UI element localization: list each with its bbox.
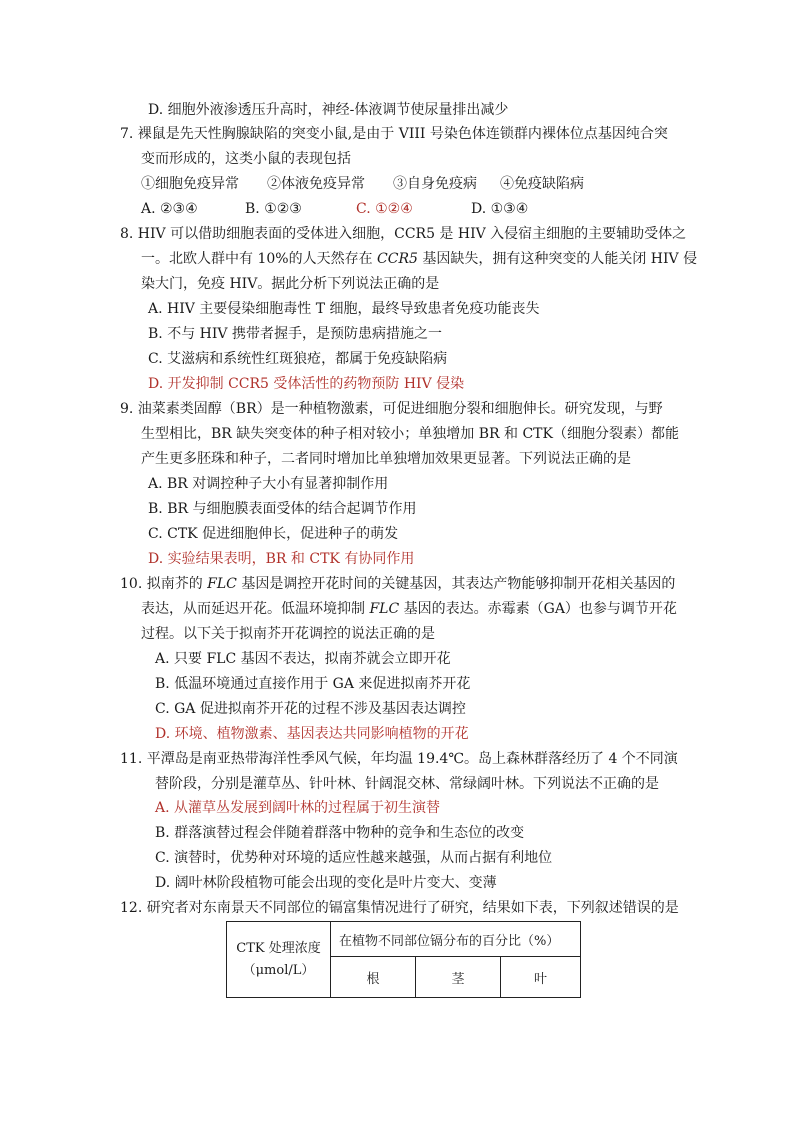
- q12-data-table: [226, 921, 581, 998]
- q9-stem-line2: 生型相比，BR 缺失突变体的种子相对较小；单独增加 BR 和 CTK（细胞分裂素）都能: [141, 426, 679, 442]
- q11-stem-line2: 替阶段，分别是灌草丛、针叶林、针阔混交林、常绿阔叶林。下列说法不正确的是: [155, 776, 659, 792]
- q7-item-1: ①细胞免疫异常: [141, 176, 239, 192]
- q9-option-d: D. 实验结果表明，BR 和 CTK 有协同作用: [148, 551, 415, 567]
- q10-line1-part1: 10. 拟南芥的: [120, 576, 208, 592]
- q10-gene-flc-2: FLC: [369, 601, 400, 617]
- q8-line2-part1: 一。北欧人群中有 10%的人天然存在: [141, 251, 378, 267]
- q7-option-c: C. ①②④: [356, 201, 413, 217]
- table-col-stem: 茎: [416, 957, 501, 998]
- q7-item-3: ③自身免疫病: [393, 176, 477, 192]
- q10-line2-part2: 基因的表达。赤霉素（GA）也参与调节开花: [399, 601, 677, 617]
- q10-gene-flc-1: FLC: [207, 576, 237, 592]
- table-header-ctk: [227, 922, 331, 998]
- q8-line2-part2: 基因缺失，拥有这种突变的人能关闭 HIV 侵: [417, 251, 698, 267]
- q9-stem-line1: 9. 油菜素类固醇（BR）是一种植物激素，可促进细胞分裂和细胞伸长。研究发现，与野: [120, 401, 663, 417]
- table-header-ctk-label: CTK 处理浓度: [236, 940, 321, 956]
- q7-stem-line2: 变而形成的，这类小鼠的表现包括: [141, 151, 351, 167]
- table-col-leaf: 叶: [501, 957, 581, 998]
- q8-option-d: D. 开发抑制 CCR5 受体活性的药物预防 HIV 侵染: [148, 376, 465, 392]
- q8-stem-line2: [141, 249, 697, 269]
- q6-option-d: D. 细胞外液渗透压升高时，神经-体液调节使尿量排出减少: [148, 102, 509, 118]
- q10-stem-line3: 过程。以下关于拟南芥开花调控的说法正确的是: [141, 626, 435, 642]
- q11-option-d: D. 阔叶林阶段植物可能会出现的变化是叶片变大、变薄: [155, 875, 497, 891]
- q7-option-d: D. ①③④: [471, 201, 529, 217]
- q10-stem-line2: [141, 599, 677, 619]
- q7-item-2: ②体液免疫异常: [267, 176, 365, 192]
- q10-line1-part2: 基因是调控开花时间的关键基因，其表达产物能够抑制开花相关基因的: [236, 576, 676, 592]
- q8-stem-line1: 8. HIV 可以借助细胞表面的受体进入细胞，CCR5 是 HIV 入侵宿主细胞的主要辅助受体之: [120, 226, 687, 242]
- q11-stem-line1: 11. 平潭岛是南亚热带海洋性季风气候，年均温 19.4℃。岛上森林群落经历了 4 个不同演: [120, 751, 678, 767]
- q10-option-b: B. 低温环境通过直接作用于 GA 来促进拟南芥开花: [155, 676, 471, 692]
- q10-option-a: A. 只要 FLC 基因不表达，拟南芥就会立即开花: [155, 651, 451, 667]
- q8-gene-ccr5: CCR5: [377, 251, 418, 267]
- q9-option-b: B. BR 与细胞膜表面受体的结合起调节作用: [148, 501, 417, 517]
- q12-stem-line1: 12. 研究者对东南景天不同部位的镉富集情况进行了研究，结果如下表，下列叙述错误的是: [120, 900, 679, 916]
- q7-stem-line1: 7. 裸鼠是先天性胸腺缺陷的突变小鼠,是由于 VIII 号染色体连锁群内裸体位点基因纯合突: [120, 126, 668, 142]
- q7-items: [141, 174, 661, 194]
- q10-option-c: C. GA 促进拟南芥开花的过程不涉及基因表达调控: [155, 701, 466, 717]
- q11-option-b: B. 群落演替过程会伴随着群落中物种的竞争和生态位的改变: [155, 825, 525, 841]
- q9-option-c: C. CTK 促进细胞伸长，促进种子的萌发: [148, 526, 399, 542]
- q11-option-c: C. 演替时，优势种对环境的适应性越来越强，从而占据有利地位: [155, 850, 553, 866]
- table-header-distribution: 在植物不同部位镉分布的百分比（%）: [331, 922, 581, 957]
- q10-option-d: D. 环境、植物激素、基因表达共同影响植物的开花: [155, 726, 469, 742]
- q9-stem-line3: 产生更多胚珠和种子，二者同时增加比单独增加效果更显著。下列说法正确的是: [141, 451, 631, 467]
- q8-option-a: A. HIV 主要侵染细胞毒性 T 细胞，最终导致患者免疫功能丧失: [148, 301, 540, 317]
- table-col-root: 根: [331, 957, 416, 998]
- table-header-ctk-unit: （μmol/L）: [242, 962, 315, 978]
- q7-item-4: ④免疫缺陷病: [500, 176, 584, 192]
- q7-option-b: B. ①②③: [245, 201, 302, 217]
- q11-option-a: A. 从灌草丛发展到阔叶林的过程属于初生演替: [155, 800, 441, 816]
- q8-option-c: C. 艾滋病和系统性红斑狼疮，都属于免疫缺陷病: [148, 351, 448, 367]
- q10-stem-line1: [120, 574, 675, 594]
- q8-stem-line3: 染大门，免疫 HIV。据此分析下列说法正确的是: [141, 276, 440, 292]
- q8-option-b: B. 不与 HIV 携带者握手，是预防患病措施之一: [148, 326, 442, 342]
- q10-line2-part1: 表达，从而延迟开花。低温环境抑制: [141, 601, 370, 617]
- q7-option-a: A. ②③④: [141, 201, 198, 217]
- q7-options: [141, 199, 661, 219]
- q9-option-a: A. BR 对调控种子大小有显著抑制作用: [148, 476, 389, 492]
